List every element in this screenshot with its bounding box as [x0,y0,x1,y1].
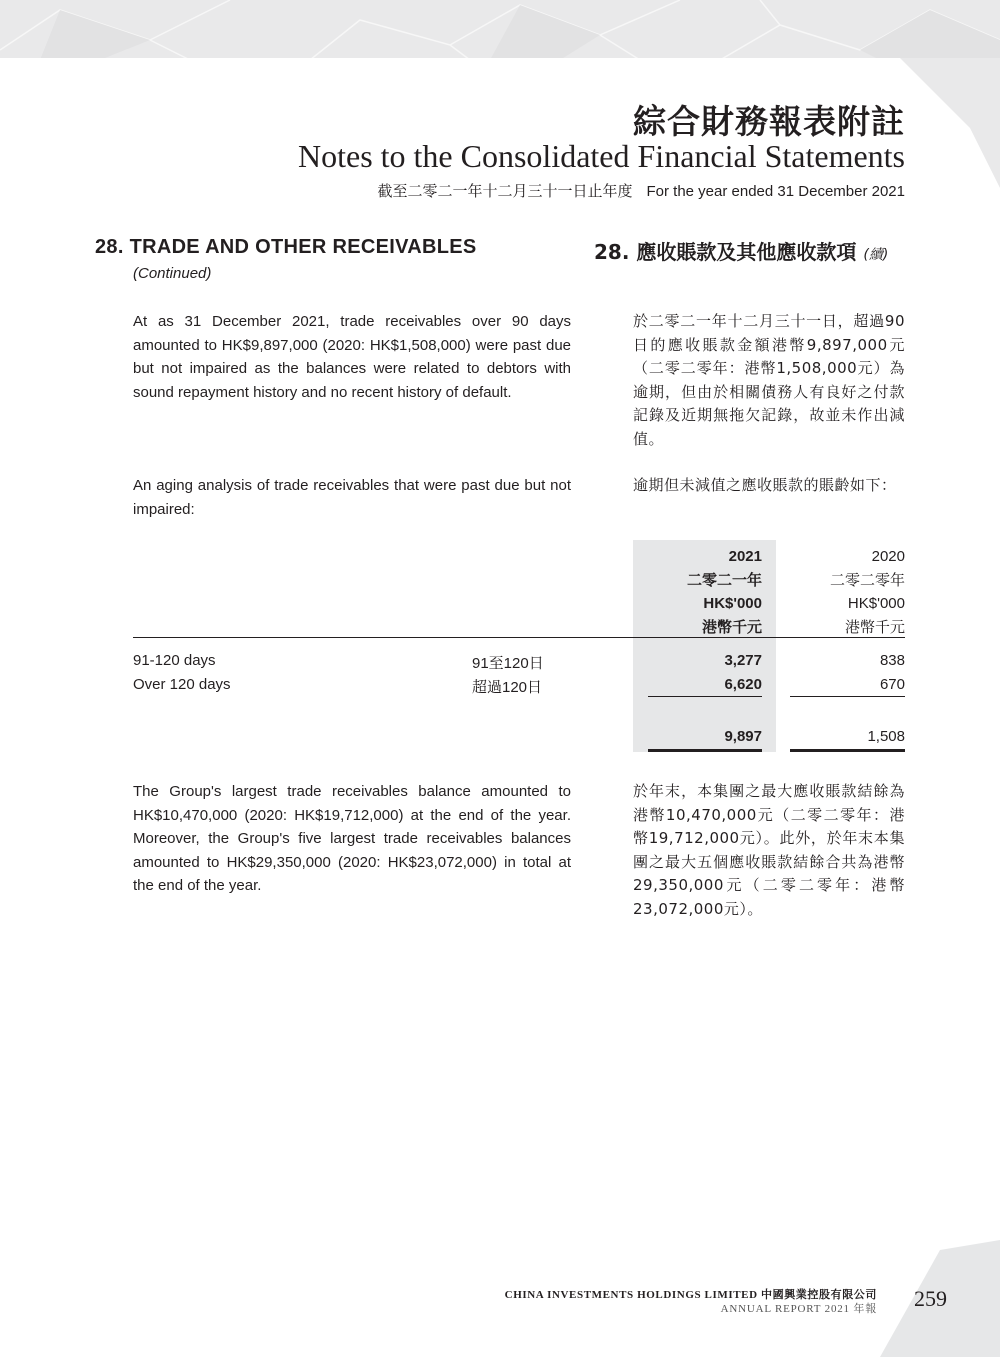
row-value-2021: 6,620 [724,676,762,693]
row-label-en: 91-120 days [133,652,216,669]
paragraph-aging-intro-cn: 逾期但未減值之應收賬款的賬齡如下： [633,476,897,494]
row-value-2020: 670 [879,676,905,693]
section-title-cn: 應收賬款及其他應收款項 [636,240,857,264]
section-heading-cn [594,236,888,265]
header-year-2021: 2021 [728,548,762,565]
section-heading-en [95,236,477,259]
row-value-2020: 838 [879,652,905,669]
header-year-2020: 2020 [871,548,905,565]
paragraph-largest-balances-en: The Group's largest trade receivables balance amounted to HK$10,470,000 (2020: HK$19,712,000) at the end of the year. Moreover, the Group's five largest trade receivables balances amounted to HK$29,350,000 (2020: HK$23,072,000) in total at the end of the year. [133,783,571,894]
period-cn: 截至二零二一年十二月三十一日止年度 [377,183,633,200]
header-unit-2020-cn: 港幣千元 [844,618,905,636]
section-number-en: 28. [95,236,124,258]
total-value-2020: 1,508 [867,728,905,745]
hexagon-pattern-band [0,0,1000,60]
total-value-2021: 9,897 [724,728,762,745]
section-continued-en: (Continued) [133,265,212,282]
header-year-2020-cn: 二零二零年 [829,571,905,589]
subtotal-rule-2021 [648,696,762,697]
row-value-2021: 3,277 [724,652,762,669]
row-label-cn: 超過120日 [472,679,543,696]
footer-report: ANNUAL REPORT 2021 年報 [720,1303,877,1315]
page-title-en: Notes to the Consolidated Financial Statements [297,138,905,174]
hexagon-pattern-graphic [0,0,1000,60]
header-unit-2021-cn: 港幣千元 [701,618,762,636]
paragraph-past-due-cn: 於二零二一年十二月三十一日，超過90日的應收賬款金額港幣9,897,000元（二零二零年：港幣1,508,000元）為逾期，但由於相關債務人有良好之付款記錄及近期無拖欠記錄，故並未作出減值。 [633,312,905,448]
header-unit-2020: HK$'000 [847,595,905,612]
section-number-cn: 28. [594,240,630,264]
column-header-2021 [633,545,762,639]
section-continued-cn: (續) [863,247,889,263]
column-header-2020 [790,545,905,639]
header-year-2021-cn: 二零二一年 [686,571,762,589]
paragraph-largest-balances-cn: 於年末，本集團之最大應收賬款結餘為港幣10,470,000元（二零二零年：港幣19,712,000元）。此外，於年末本集團之最大五個應收賬款結餘合共為港幣29,350,000元（二零二零年：港幣23,072,000元）。 [633,782,905,918]
page-title-cn: 綜合財務報表附註 [633,102,905,141]
row-label-en: Over 120 days [133,676,231,693]
subtotal-rule-2020 [790,696,905,697]
total-rule-2021 [648,749,762,752]
period-line [300,180,905,201]
table-header-rule [133,637,905,638]
row-label-cn: 91至120日 [472,655,544,672]
footer-company: CHINA INVESTMENTS HOLDINGS LIMITED 中國興業控股有限公司 [504,1289,877,1301]
total-rule-2020 [790,749,905,752]
paragraph-aging-intro-en: An aging analysis of trade receivables that were past due but not impaired: [133,477,571,518]
section-title-en: TRADE AND OTHER RECEIVABLES [129,236,477,258]
paragraph-past-due-en: At as 31 December 2021, trade receivables over 90 days amounted to HK$9,897,000 (2020: HK$1,508,000) were past due but not impaired as the balances were related to debtors with sound repayment history and no recent history of default. [133,313,571,401]
page-number: 259 [914,1286,947,1311]
period-en: For the year ended 31 December 2021 [646,183,905,200]
header-unit-2021: HK$'000 [703,595,762,612]
